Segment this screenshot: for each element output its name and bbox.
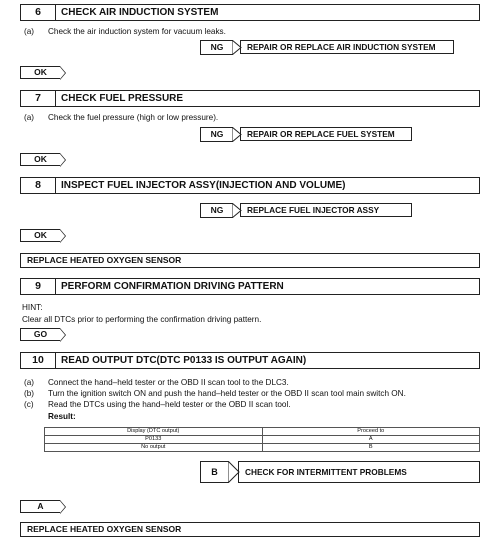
result-replace-sensor: REPLACE HEATED OXYGEN SENSOR: [20, 253, 480, 268]
item-text: Check the air induction system for vacuum leaks.: [48, 27, 226, 36]
ok-tag: OK: [20, 66, 60, 79]
go-tag: GO: [20, 328, 60, 341]
step-number: 9: [21, 279, 56, 294]
ng-tag: NG: [200, 203, 233, 218]
step-title: PERFORM CONFIRMATION DRIVING PATTERN: [61, 281, 284, 292]
ok-tag: OK: [20, 229, 60, 242]
item-text: Check the fuel pressure (high or low pressure).: [48, 113, 219, 122]
instruction-b: [24, 389, 406, 399]
step-title: CHECK AIR INDUCTION SYSTEM: [61, 7, 219, 18]
ng-result-box: REPAIR OR REPLACE AIR INDUCTION SYSTEM: [240, 40, 454, 54]
step-title: CHECK FUEL PRESSURE: [61, 93, 184, 104]
instruction-a: [24, 27, 226, 37]
table-header-cell: Display (DTC output): [45, 428, 263, 436]
step-title: INSPECT FUEL INJECTOR ASSY(INJECTION AND VOLUME): [61, 180, 346, 191]
step-9-header: [20, 278, 480, 295]
result-table: [44, 427, 480, 452]
item-label: (a): [24, 378, 35, 387]
ng-tag: NG: [200, 40, 233, 55]
table-cell: B: [262, 444, 480, 452]
step-number: 8: [21, 178, 56, 193]
result-label: Result:: [48, 412, 76, 421]
table-row: [45, 444, 480, 452]
ng-tag: NG: [200, 127, 233, 142]
instruction-a: [24, 113, 218, 123]
table-cell: No output: [45, 444, 263, 452]
item-label: (a): [24, 113, 35, 122]
ng-result-box: REPLACE FUEL INJECTOR ASSY: [240, 203, 412, 217]
hint-text: Clear all DTCs prior to performing the confirmation driving pattern.: [22, 315, 262, 324]
b-tag: B: [200, 461, 228, 483]
b-result-box: CHECK FOR INTERMITTENT PROBLEMS: [238, 461, 480, 483]
step-6-header: [20, 4, 480, 21]
table-cell: P0133: [45, 436, 263, 444]
instruction-a: [24, 378, 289, 388]
step-number: 6: [21, 5, 56, 20]
item-label: (b): [24, 389, 35, 398]
instruction-c: [24, 400, 291, 410]
result-replace-sensor-final: REPLACE HEATED OXYGEN SENSOR: [20, 522, 480, 537]
table-row: [45, 436, 480, 444]
step-number: 10: [21, 353, 56, 368]
step-10-header: [20, 352, 480, 369]
step-title: READ OUTPUT DTC(DTC P0133 IS OUTPUT AGAIN): [61, 355, 307, 366]
table-cell: A: [262, 436, 480, 444]
a-tag: A: [20, 500, 60, 513]
step-8-header: [20, 177, 480, 194]
ng-result-box: REPAIR OR REPLACE FUEL SYSTEM: [240, 127, 412, 141]
table-header-row: [45, 428, 480, 436]
item-text: Connect the hand–held tester or the OBD II scan tool to the DLC3.: [48, 378, 289, 387]
step-number: 7: [21, 91, 56, 106]
table-header-cell: Proceed to: [262, 428, 480, 436]
item-text: Turn the ignition switch ON and push the hand–held tester or the OBD II scan tool main switch ON.: [48, 389, 406, 398]
item-label: (c): [24, 400, 34, 409]
hint-label: HINT:: [22, 303, 43, 312]
ok-tag: OK: [20, 153, 60, 166]
item-label: (a): [24, 27, 35, 36]
item-text: Read the DTCs using the hand–held tester or the OBD II scan tool.: [48, 400, 291, 409]
step-7-header: [20, 90, 480, 107]
